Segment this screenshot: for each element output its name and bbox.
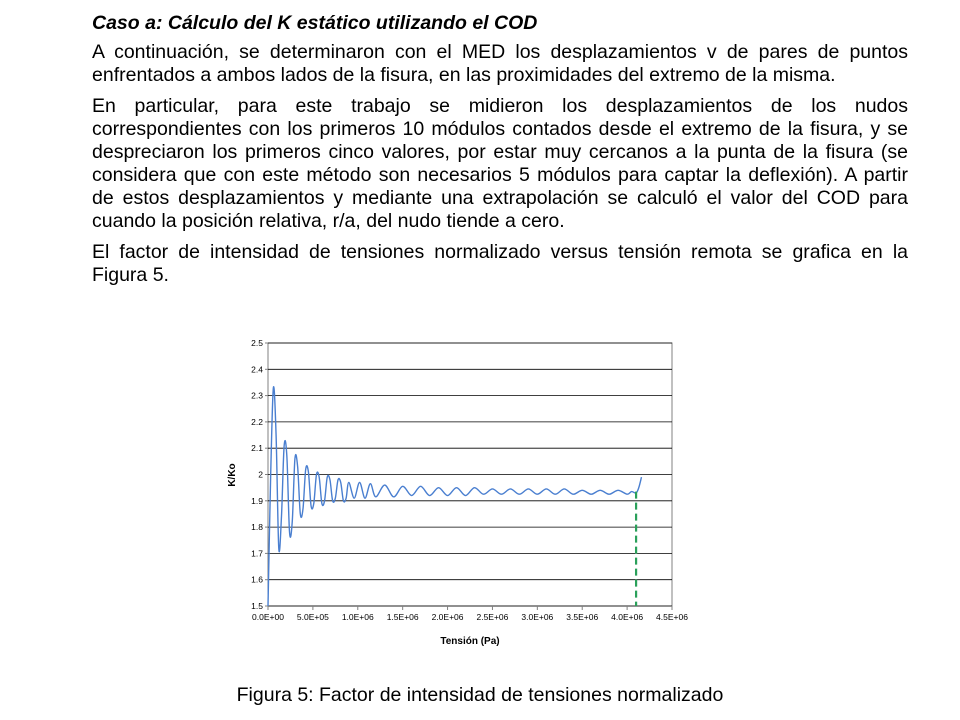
y-tick-labels bbox=[251, 338, 263, 611]
y-axis-title: K/Ko bbox=[227, 463, 238, 487]
x-axis-title: Tensión (Pa) bbox=[440, 636, 500, 647]
x-tick-label: 5.0E+05 bbox=[296, 612, 329, 622]
x-tick-label: 3.0E+06 bbox=[521, 612, 554, 622]
paragraph-3: El factor de intensidad de tensiones normalizado versus tensión remota se grafica en la Figura 5. bbox=[92, 241, 908, 286]
y-tick-label: 2.2 bbox=[251, 416, 263, 427]
y-tick-label: 1.8 bbox=[251, 522, 263, 533]
y-tick-label: 2.5 bbox=[251, 338, 263, 348]
x-tick-label: 4.0E+06 bbox=[611, 612, 644, 622]
y-tick-label: 1.5 bbox=[251, 601, 263, 611]
section-heading: Caso a: Cálculo del K estático utilizando el COD bbox=[92, 12, 538, 34]
x-tick-labels bbox=[252, 612, 688, 622]
figure-caption: Figura 5: Factor de intensidad de tensiones normalizado bbox=[236, 684, 724, 706]
x-tick-label: 4.5E+06 bbox=[656, 612, 688, 622]
y-tick-label: 1.7 bbox=[251, 548, 263, 559]
y-tick-label: 1.6 bbox=[251, 574, 263, 585]
y-tick-label: 2.4 bbox=[251, 364, 263, 375]
x-tick-label: 3.5E+06 bbox=[566, 612, 599, 622]
paragraph-1: A continuación, se determinaron con el MED los desplazamientos v de pares de puntos enfrentados a ambos lados de la fisura, en las proximidades del extremo de la misma. bbox=[92, 41, 908, 86]
x-tick-label: 1.5E+06 bbox=[386, 612, 419, 622]
y-tick-label: 1.9 bbox=[251, 495, 263, 506]
x-tick-label: 0.0E+00 bbox=[252, 612, 284, 622]
x-tick-label: 1.0E+06 bbox=[341, 612, 374, 622]
document-body bbox=[92, 12, 908, 295]
x-tick-label: 2.5E+06 bbox=[476, 612, 509, 622]
paragraph-2: En particular, para este trabajo se midieron los desplazamientos de los nudos correspondientes con los primeros 10 módulos contados desde el extremo de la fisura, y se despreciaron los primeros cinco valores, por estar muy cercanos a la punta de la fisura (se considera que con este método son necesarios 5 módulos para captar la deflexión). A partir de estos desplazamientos y mediante una extrapolación se calculó el valor del COD para cuando la posición relativa, r/a, del nudo tiende a cero. bbox=[92, 95, 908, 232]
chart bbox=[222, 338, 702, 658]
y-tick-label: 2 bbox=[258, 469, 263, 480]
y-tick-label: 2.3 bbox=[251, 390, 263, 401]
y-tick-label: 2.1 bbox=[251, 443, 263, 454]
x-tick-label: 2.0E+06 bbox=[431, 612, 464, 622]
